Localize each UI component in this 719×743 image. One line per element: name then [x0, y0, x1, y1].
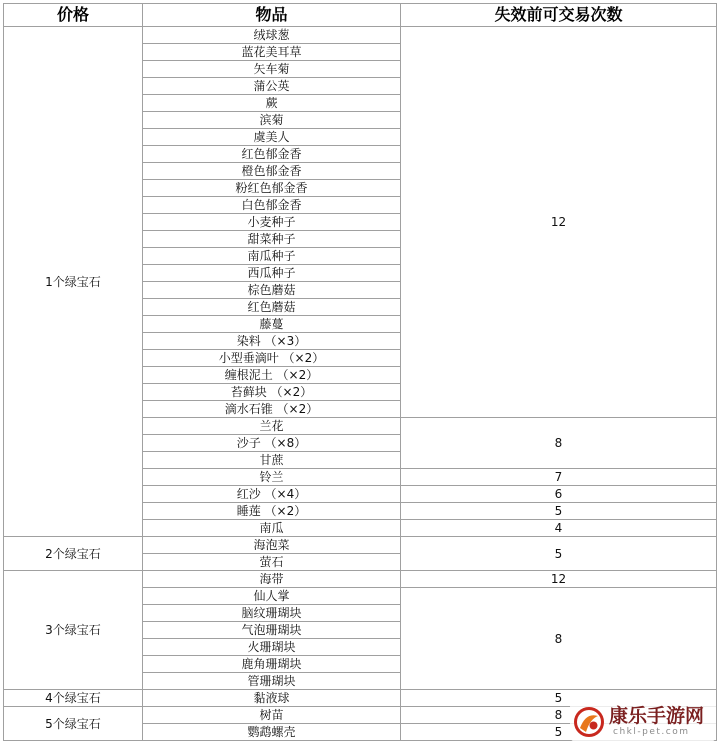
trade-count-cell: 5: [401, 503, 717, 520]
trade-count-cell: 5: [401, 690, 717, 707]
item-cell: 红色郁金香: [143, 146, 401, 163]
trade-count-cell: 6: [401, 486, 717, 503]
item-cell: 蓝花美耳草: [143, 44, 401, 61]
site-logo-icon: [573, 705, 605, 739]
item-cell: 染料 （×3）: [143, 333, 401, 350]
item-cell: 铃兰: [143, 469, 401, 486]
item-cell: 鹦鹉螺壳: [143, 724, 401, 741]
watermark-title: 康乐手游网: [609, 705, 705, 727]
item-cell: 甘蔗: [143, 452, 401, 469]
item-cell: 气泡珊瑚块: [143, 622, 401, 639]
item-cell: 仙人掌: [143, 588, 401, 605]
price-cell: 2个绿宝石: [4, 537, 143, 571]
item-cell: 脑纹珊瑚块: [143, 605, 401, 622]
item-cell: 粉红色郁金香: [143, 180, 401, 197]
item-cell: 虞美人: [143, 129, 401, 146]
item-cell: 萤石: [143, 554, 401, 571]
item-cell: 西瓜种子: [143, 265, 401, 282]
header-item: 物品: [143, 4, 401, 27]
item-cell: 棕色蘑菇: [143, 282, 401, 299]
item-cell: 南瓜: [143, 520, 401, 537]
trade-count-cell: 12: [401, 571, 717, 588]
watermark-url: chkl-pet.com: [613, 727, 690, 737]
trade-count-cell: 4: [401, 520, 717, 537]
item-cell: 兰花: [143, 418, 401, 435]
item-cell: 滨菊: [143, 112, 401, 129]
item-trade-table: [3, 3, 717, 741]
item-cell: 火珊瑚块: [143, 639, 401, 656]
item-cell: 小麦种子: [143, 214, 401, 231]
item-cell: 海带: [143, 571, 401, 588]
item-cell: 矢车菊: [143, 61, 401, 78]
trade-count-cell: 5: [401, 537, 717, 571]
price-cell: 3个绿宝石: [4, 571, 143, 690]
price-cell: 4个绿宝石: [4, 690, 143, 707]
trade-count-cell: 8: [401, 707, 717, 724]
item-cell: 海泡菜: [143, 537, 401, 554]
item-cell: 橙色郁金香: [143, 163, 401, 180]
item-cell: 藤蔓: [143, 316, 401, 333]
site-watermark: [570, 701, 716, 742]
item-cell: 小型垂滴叶 （×2）: [143, 350, 401, 367]
header-trade-count: 失效前可交易次数: [401, 4, 717, 27]
trade-count-cell: 7: [401, 469, 717, 486]
item-cell: 蒲公英: [143, 78, 401, 95]
watermark-text: [609, 705, 704, 738]
item-cell: 管珊瑚块: [143, 673, 401, 690]
item-cell: 睡莲 （×2）: [143, 503, 401, 520]
trade-count-cell: 8: [401, 418, 717, 469]
price-cell: 1个绿宝石: [4, 27, 143, 537]
item-cell: 蕨: [143, 95, 401, 112]
item-cell: 缠根泥土 （×2）: [143, 367, 401, 384]
item-cell: 苔藓块 （×2）: [143, 384, 401, 401]
trade-count-cell: 5: [401, 724, 717, 741]
trade-count-cell: 12: [401, 27, 717, 418]
trade-count-cell: 8: [401, 588, 717, 690]
item-cell: 黏液球: [143, 690, 401, 707]
price-cell: 5个绿宝石: [4, 707, 143, 741]
item-cell: 绒球葱: [143, 27, 401, 44]
item-cell: 红沙 （×4）: [143, 486, 401, 503]
item-cell: 滴水石锥 （×2）: [143, 401, 401, 418]
item-cell: 沙子 （×8）: [143, 435, 401, 452]
item-cell: 鹿角珊瑚块: [143, 656, 401, 673]
item-cell: 红色蘑菇: [143, 299, 401, 316]
item-cell: 甜菜种子: [143, 231, 401, 248]
item-cell: 南瓜种子: [143, 248, 401, 265]
header-price: 价格: [4, 4, 143, 27]
item-cell: 树苗: [143, 707, 401, 724]
item-cell: 白色郁金香: [143, 197, 401, 214]
